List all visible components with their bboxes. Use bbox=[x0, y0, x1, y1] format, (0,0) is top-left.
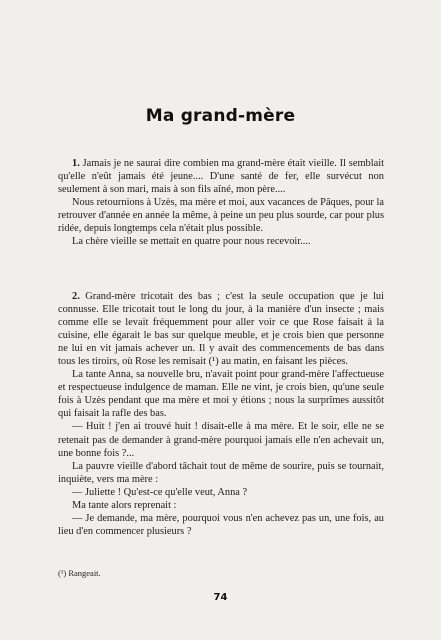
section-number: 2. bbox=[72, 291, 80, 302]
paragraph: Nous retournions à Uzès, ma mère et moi, aux vacances de Pâques, pour la retrouver d'année en année la même, à peine un peu plus sourde, car pour plus ridée, depuis longtemps cela n'était plus possible. bbox=[58, 197, 384, 235]
paragraph: Ma tante alors reprenait : bbox=[72, 499, 177, 511]
paragraph-text: Jamais je ne saurai dire combien ma grand-mère était vieille. Il semblait qu'elle n'eût jamais été jeune.... D'une santé de fer, elle survécut non seulement à son mari, mais à son fils aîné, mon père.... bbox=[58, 158, 384, 196]
paragraph: — Juliette ! Qu'est-ce qu'elle veut, Anna ? bbox=[72, 486, 248, 498]
section-number: 1. bbox=[72, 158, 80, 169]
page-number: 74 bbox=[213, 592, 228, 603]
paragraph bbox=[58, 290, 384, 368]
chapter-title: Ma grand-mère bbox=[145, 106, 296, 126]
paragraph bbox=[58, 157, 384, 196]
section-2 bbox=[58, 290, 384, 538]
paragraph: La pauvre vieille d'abord tâchait tout de même de sourire, puis se tournait, inquiète, vers ma mère : bbox=[58, 460, 384, 485]
paragraph-text: Grand-mère tricotait des bas ; c'est la seule occupation que je lui connusse. Elle tricotait tout le long du jour, à la manière d'un insecte ; mais comme elle se levait fréquemment pour aller voir ce que Rose faisait à la cuisine, elle égarait le bas sur quelque meuble, et je crois bien que personne ne lui en vit jamais achever un. Il y avait des commencements de bas dans tous les tiroirs, où Rose les remisait (¹) au matin, en faisant les pièces. bbox=[58, 291, 384, 368]
paragraph: — Je demande, ma mère, pourquoi vous n'en achevez pas un, une fois, au lieu d'en commencer plusieurs ? bbox=[58, 512, 384, 537]
paragraph: La tante Anna, sa nouvelle bru, n'avait point pour grand-mère l'affectueuse et respectueuse indulgence de maman. Elle ne vint, je crois bien, qu'une seule fois à Uzès pendant que ma mère et moi y étions ; nous la surprîmes aussitôt qui faisait la rafle des bas. bbox=[58, 369, 384, 420]
section-1 bbox=[58, 157, 384, 248]
footnote: (¹) Rangeait. bbox=[58, 568, 101, 578]
paragraph: La chère vieille se mettait en quatre pour nous recevoir.... bbox=[72, 236, 311, 248]
paragraph: — Huit ! j'en ai trouvé huit ! disait-elle à ma mère. Et le soir, elle ne se retenait pas de demander à grand-mère pourquoi jamais elle n'en achevait un, une bonne fois ?... bbox=[58, 421, 384, 459]
